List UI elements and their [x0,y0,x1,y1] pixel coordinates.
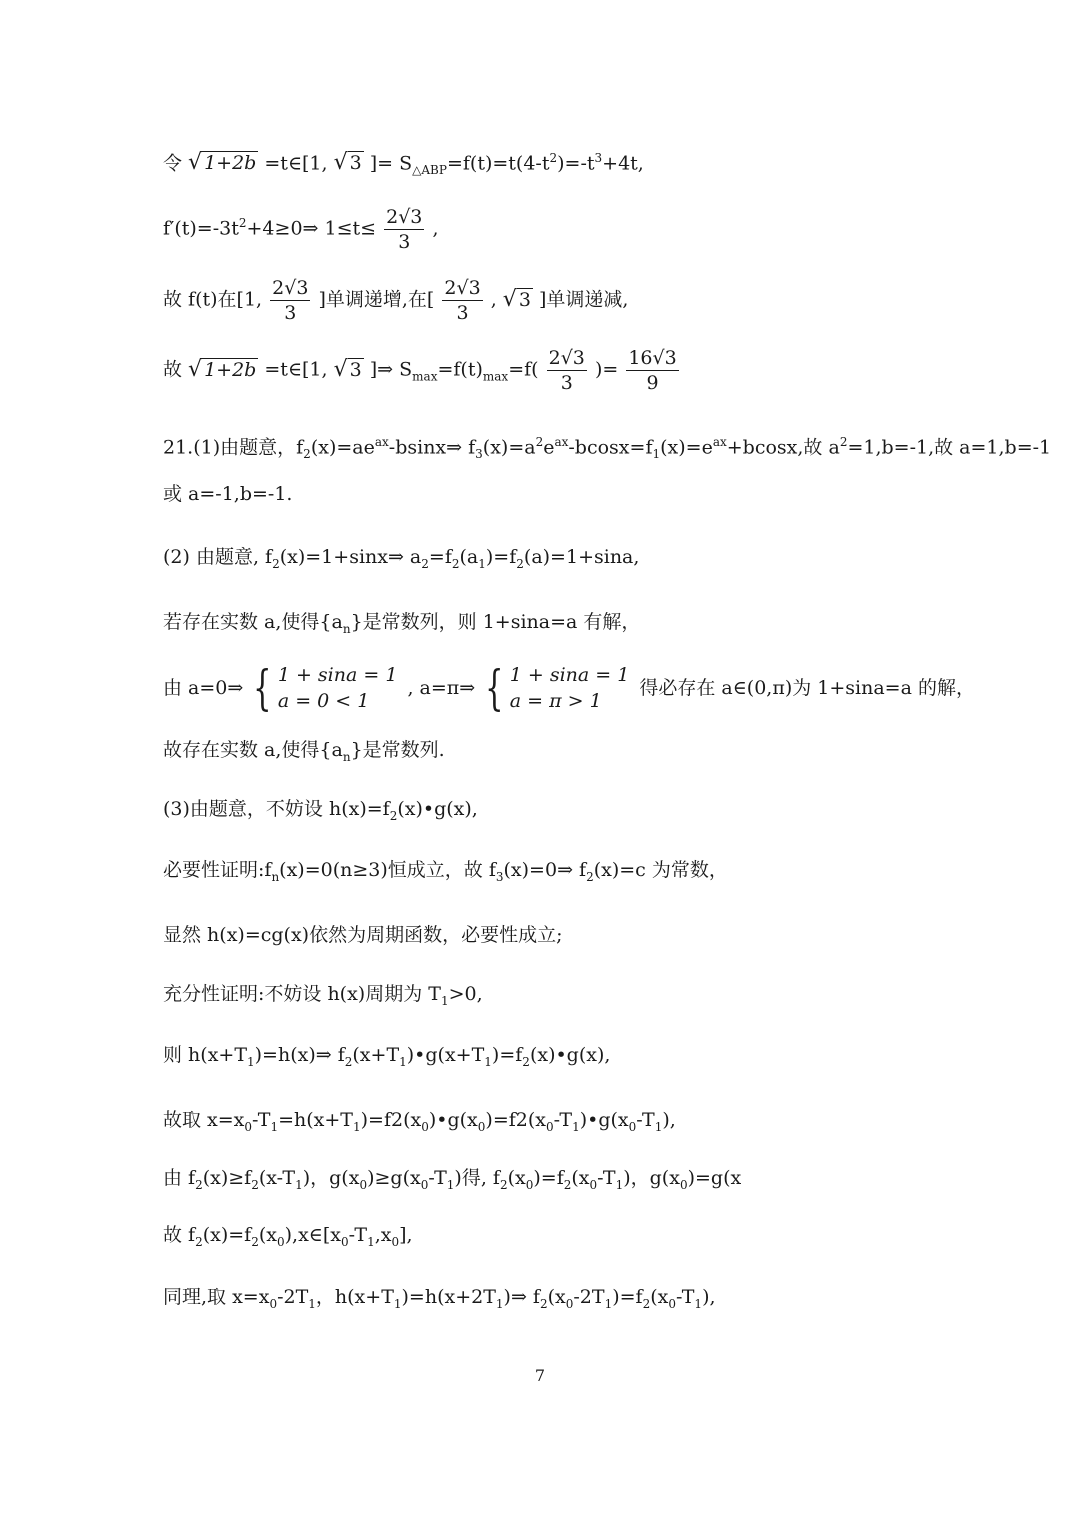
text-run: 同理,取 x=x [163,1286,270,1308]
subscript: 0 [420,1177,429,1192]
subscript: 0 [565,1296,574,1311]
text-run: , [484,288,503,311]
numerator: 2√3 [444,277,481,299]
radicand: 1+2b [204,358,257,381]
text-run: (x-T [258,1167,296,1189]
subscript: 2 [344,1054,353,1069]
text-run: ]单调递增,在[ [312,288,441,311]
subscript: 2 [451,556,460,571]
text-run: )得, f [454,1167,500,1189]
text-run: =1,b=-1,故 a=1,b=-1 [847,436,1052,459]
subscript: 0 [277,1234,285,1249]
system-row: 1 + sina = 1 [277,664,398,686]
text-run: 故 f [163,1224,196,1246]
subscript: 1 [572,1119,580,1134]
math-line [163,858,728,889]
radicand: 3 [349,152,362,175]
text-run: (x [547,1286,566,1308]
math-line [163,738,445,769]
text-run: (x)=c 为常数， [593,859,728,881]
superscript: 2 [238,216,247,231]
math-line [163,1108,676,1139]
text-run: =f [428,546,452,568]
subscript: 1 [393,1296,402,1311]
text-run: ，h(x+T [315,1286,394,1308]
subscript: 0 [244,1119,253,1134]
text-run: -T [676,1286,695,1308]
subscript: △ABP [412,163,447,178]
text-run: (3)由题意，不妨设 h(x)=f [163,798,390,820]
subscript: 2 [272,556,280,571]
subscript: 0 [421,1119,429,1134]
text-run: )=-t [557,152,595,175]
superscript: ax [712,435,727,449]
subscript: 0 [477,1119,486,1134]
text-run: 或 a=-1,b=-1. [163,483,293,505]
text-run: ]单调递减, [532,288,629,311]
text-run: (x+T [352,1044,400,1066]
text-run: 由 f [163,1167,196,1189]
text-run: -T [636,1109,655,1131]
math-line [163,276,628,325]
subscript: 0 [628,1119,637,1134]
text-run: 充分性证明:不妨设 h(x)周期为 T [163,983,441,1005]
text-run: (x [258,1224,277,1246]
subscript: 1 [484,1054,492,1069]
text-run: )•g(x+T [406,1044,485,1066]
text-run: )=f2(x [485,1109,547,1131]
text-line [163,482,292,506]
math-line [163,1166,741,1197]
subscript: 3 [495,869,504,884]
text-run: (a [459,546,479,568]
text-run: )，g(x [302,1167,360,1189]
system-row: 1 + sina = 1 [509,664,630,686]
text-run: )=h(x)⇒ f [254,1044,345,1066]
text-run: 必要性证明:f [163,859,272,881]
text-run: )=f2(x [360,1109,422,1131]
math-line [163,797,478,828]
denominator: 3 [560,372,573,394]
text-run: )=h(x+2T [401,1286,496,1308]
subscript: max [412,369,438,384]
text-run: ], [399,1224,413,1246]
text-run: 故取 x=x [163,1109,245,1131]
superscript: 2 [535,435,544,449]
text-run: )⇒ f [503,1286,540,1308]
subscript: 0 [525,1177,534,1192]
math-line [163,982,483,1013]
denominator: 9 [646,372,659,394]
subscript: 2 [251,1177,259,1192]
text-run: =f(t) [437,358,483,381]
subscript: 0 [341,1234,349,1249]
subscript: 2 [389,808,398,823]
denominator: 3 [398,231,411,253]
subscript: 0 [668,1296,676,1311]
text-run: ,x [374,1224,392,1246]
text-run: (2) 由题意, f [163,546,273,568]
text-run: }是常数列. [350,739,445,761]
subscript: 1 [604,1296,613,1311]
subscript: 2 [499,1177,508,1192]
text-run: )=f [612,1286,643,1308]
sqrt-expression: √ 3 [502,286,531,312]
page-number: 7 [534,1366,546,1385]
fraction [547,346,587,395]
text-run: )•g(x [428,1109,478,1131]
numerator: 2√3 [386,206,423,228]
text-run: (x)=1+sinx⇒ a [279,546,422,568]
text-run: =h(x+T [278,1109,353,1131]
text-run: =f(t)=t(4-t [446,152,550,175]
text-run: (a)=1+sina, [523,546,640,568]
text-run: (x [650,1286,669,1308]
text-run: )=f [491,1044,523,1066]
text-run: (x)≥f [202,1167,252,1189]
text-run: )=f [533,1167,564,1189]
text-run: )=f [485,546,517,568]
superscript: 3 [594,151,603,165]
math-line [163,1043,610,1074]
text-run: (x)=e [660,436,713,459]
numerator: 16√3 [628,347,677,369]
text-run: (x)=f [202,1224,252,1246]
fraction [384,205,424,254]
numerator: 2√3 [272,277,309,299]
subscript: 1 [478,556,486,571]
subscript: 2 [539,1296,548,1311]
subscript: 1 [652,447,661,462]
math-line [163,1223,413,1254]
subscript: n [342,621,351,636]
superscript: ax [374,435,389,449]
subscript: n [342,749,351,764]
system-row: a = 0 < 1 [277,690,370,712]
numerator: 2√3 [548,347,585,369]
subscript: n [271,869,280,884]
subscript: 0 [269,1296,278,1311]
radicand: 1+2b [204,152,257,175]
sqrt-expression: √ 3 [333,150,362,176]
text-run: =f( [508,358,545,381]
text-run: 若存在实数 a,使得{a [163,611,343,633]
sqrt-expression: √ 3 [333,356,362,382]
subscript: 0 [546,1119,554,1134]
subscript: 1 [654,1119,663,1134]
sqrt-expression: √ 1+2b [188,356,257,382]
subscript: 1 [247,1054,255,1069]
text-run: 故存在实数 a,使得{a [163,739,343,761]
text-run: 显然 h(x)=cg(x)依然为周期函数，必要性成立; [163,924,563,946]
text-run: =t∈[1, [258,358,334,381]
subscript: 1 [352,1119,361,1134]
fraction [270,276,310,325]
text-run: }是常数列，则 1+sina=a 有解， [350,611,641,633]
text-run: , a=π⇒ [401,677,476,699]
fraction [442,276,482,325]
math-line [163,1285,716,1316]
superscript: 2 [839,435,848,449]
text-run: )，g(x [623,1167,680,1189]
superscript: 2 [549,151,558,165]
text-run: =t∈[1, [258,152,334,175]
subscript: 2 [195,1234,203,1249]
text-run: )≥g(x [367,1167,421,1189]
text-run: ),x∈[x [284,1224,342,1246]
subscript: 1 [295,1177,303,1192]
subscript: 1 [694,1296,703,1311]
text-run: (x)•g(x), [397,798,478,820]
text-run: , [426,217,439,240]
text-run: )= [588,358,625,381]
text-run: (x)=ae [310,436,375,459]
text-run: -2T [277,1286,309,1308]
text-run: e [543,436,555,459]
radicand: 3 [349,358,362,381]
subscript: 2 [303,447,311,462]
text-run: 故 [163,358,189,381]
text-run: (x [507,1167,526,1189]
subscript: 1 [440,993,449,1008]
subscript: 2 [642,1296,651,1311]
denominator: 3 [456,302,469,324]
subscript: 2 [586,869,594,884]
text-run: 令 [163,152,189,175]
text-run: 由 a=0⇒ [163,677,244,699]
subscript: 0 [679,1177,688,1192]
subscript: 2 [251,1234,259,1249]
text-run: >0, [448,983,483,1005]
text-run: +bcosx,故 a [726,436,840,459]
text-run: ]⇒ S [363,358,413,381]
text-run: -2T [573,1286,605,1308]
text-run: 故 f(t)在[1, [163,288,269,311]
subscript: 1 [270,1119,279,1134]
math-line [163,146,644,182]
text-run: f′(t)=-3t [163,217,239,240]
fraction [626,346,678,395]
text-run: ), [702,1286,716,1308]
text-run: +4t, [602,152,644,175]
subscript: max [482,369,509,384]
text-run: -T [553,1109,573,1131]
subscript: 1 [446,1177,455,1192]
text-run: (x)=a [482,436,536,459]
subscript: 3 [475,447,483,462]
subscript: 2 [421,556,429,571]
subscript: 2 [522,1054,530,1069]
text-run: +4≥0⇒ 1≤t≤ [246,217,383,240]
text-run: 则 h(x+T [163,1044,247,1066]
text-run: 得必存在 a∈(0,π)为 1+sina=a 的解， [633,677,975,699]
subscript: 1 [308,1296,316,1311]
text-run: -T [348,1224,368,1246]
sqrt-expression: √ 1+2b [188,150,257,176]
subscript: 2 [195,1177,203,1192]
subscript: 0 [391,1234,400,1249]
denominator: 3 [284,302,297,324]
text-run: -T [428,1167,447,1189]
superscript: ax [554,435,569,449]
text-run: -T [597,1167,616,1189]
equation-system [479,662,629,714]
math-line [163,430,1051,466]
text-run: ]= S [363,152,413,175]
subscript: 1 [615,1177,624,1192]
subscript: 0 [589,1177,598,1192]
system-row: a = π > 1 [509,690,602,712]
brace-icon: { [253,660,272,716]
math-line [163,662,975,714]
math-line [163,346,681,395]
text-run: )•g(x [579,1109,629,1131]
math-line [163,205,439,254]
equation-system [247,662,397,714]
text-run: ), [662,1109,676,1131]
radicand: 3 [518,288,531,311]
text-run: -T [252,1109,271,1131]
subscript: 2 [563,1177,572,1192]
text-run: (x)=0⇒ f [503,859,587,881]
subscript: 2 [516,556,524,571]
text-run: )=g(x [687,1167,742,1189]
subscript: 0 [359,1177,368,1192]
subscript: 1 [399,1054,407,1069]
text-run: -bsinx⇒ f [388,436,476,459]
text-run: (x)=0(n≥3)恒成立，故 f [279,859,496,881]
text-run: -bcosx=f [568,436,653,459]
subscript: 1 [367,1234,375,1249]
text-run: (x)•g(x), [529,1044,611,1066]
math-line [163,610,640,641]
brace-icon: { [485,660,504,716]
subscript: 1 [495,1296,504,1311]
math-line [163,545,639,576]
text-run: 21.(1)由题意，f [163,436,304,459]
text-run: (x [571,1167,590,1189]
text-line [163,923,562,947]
